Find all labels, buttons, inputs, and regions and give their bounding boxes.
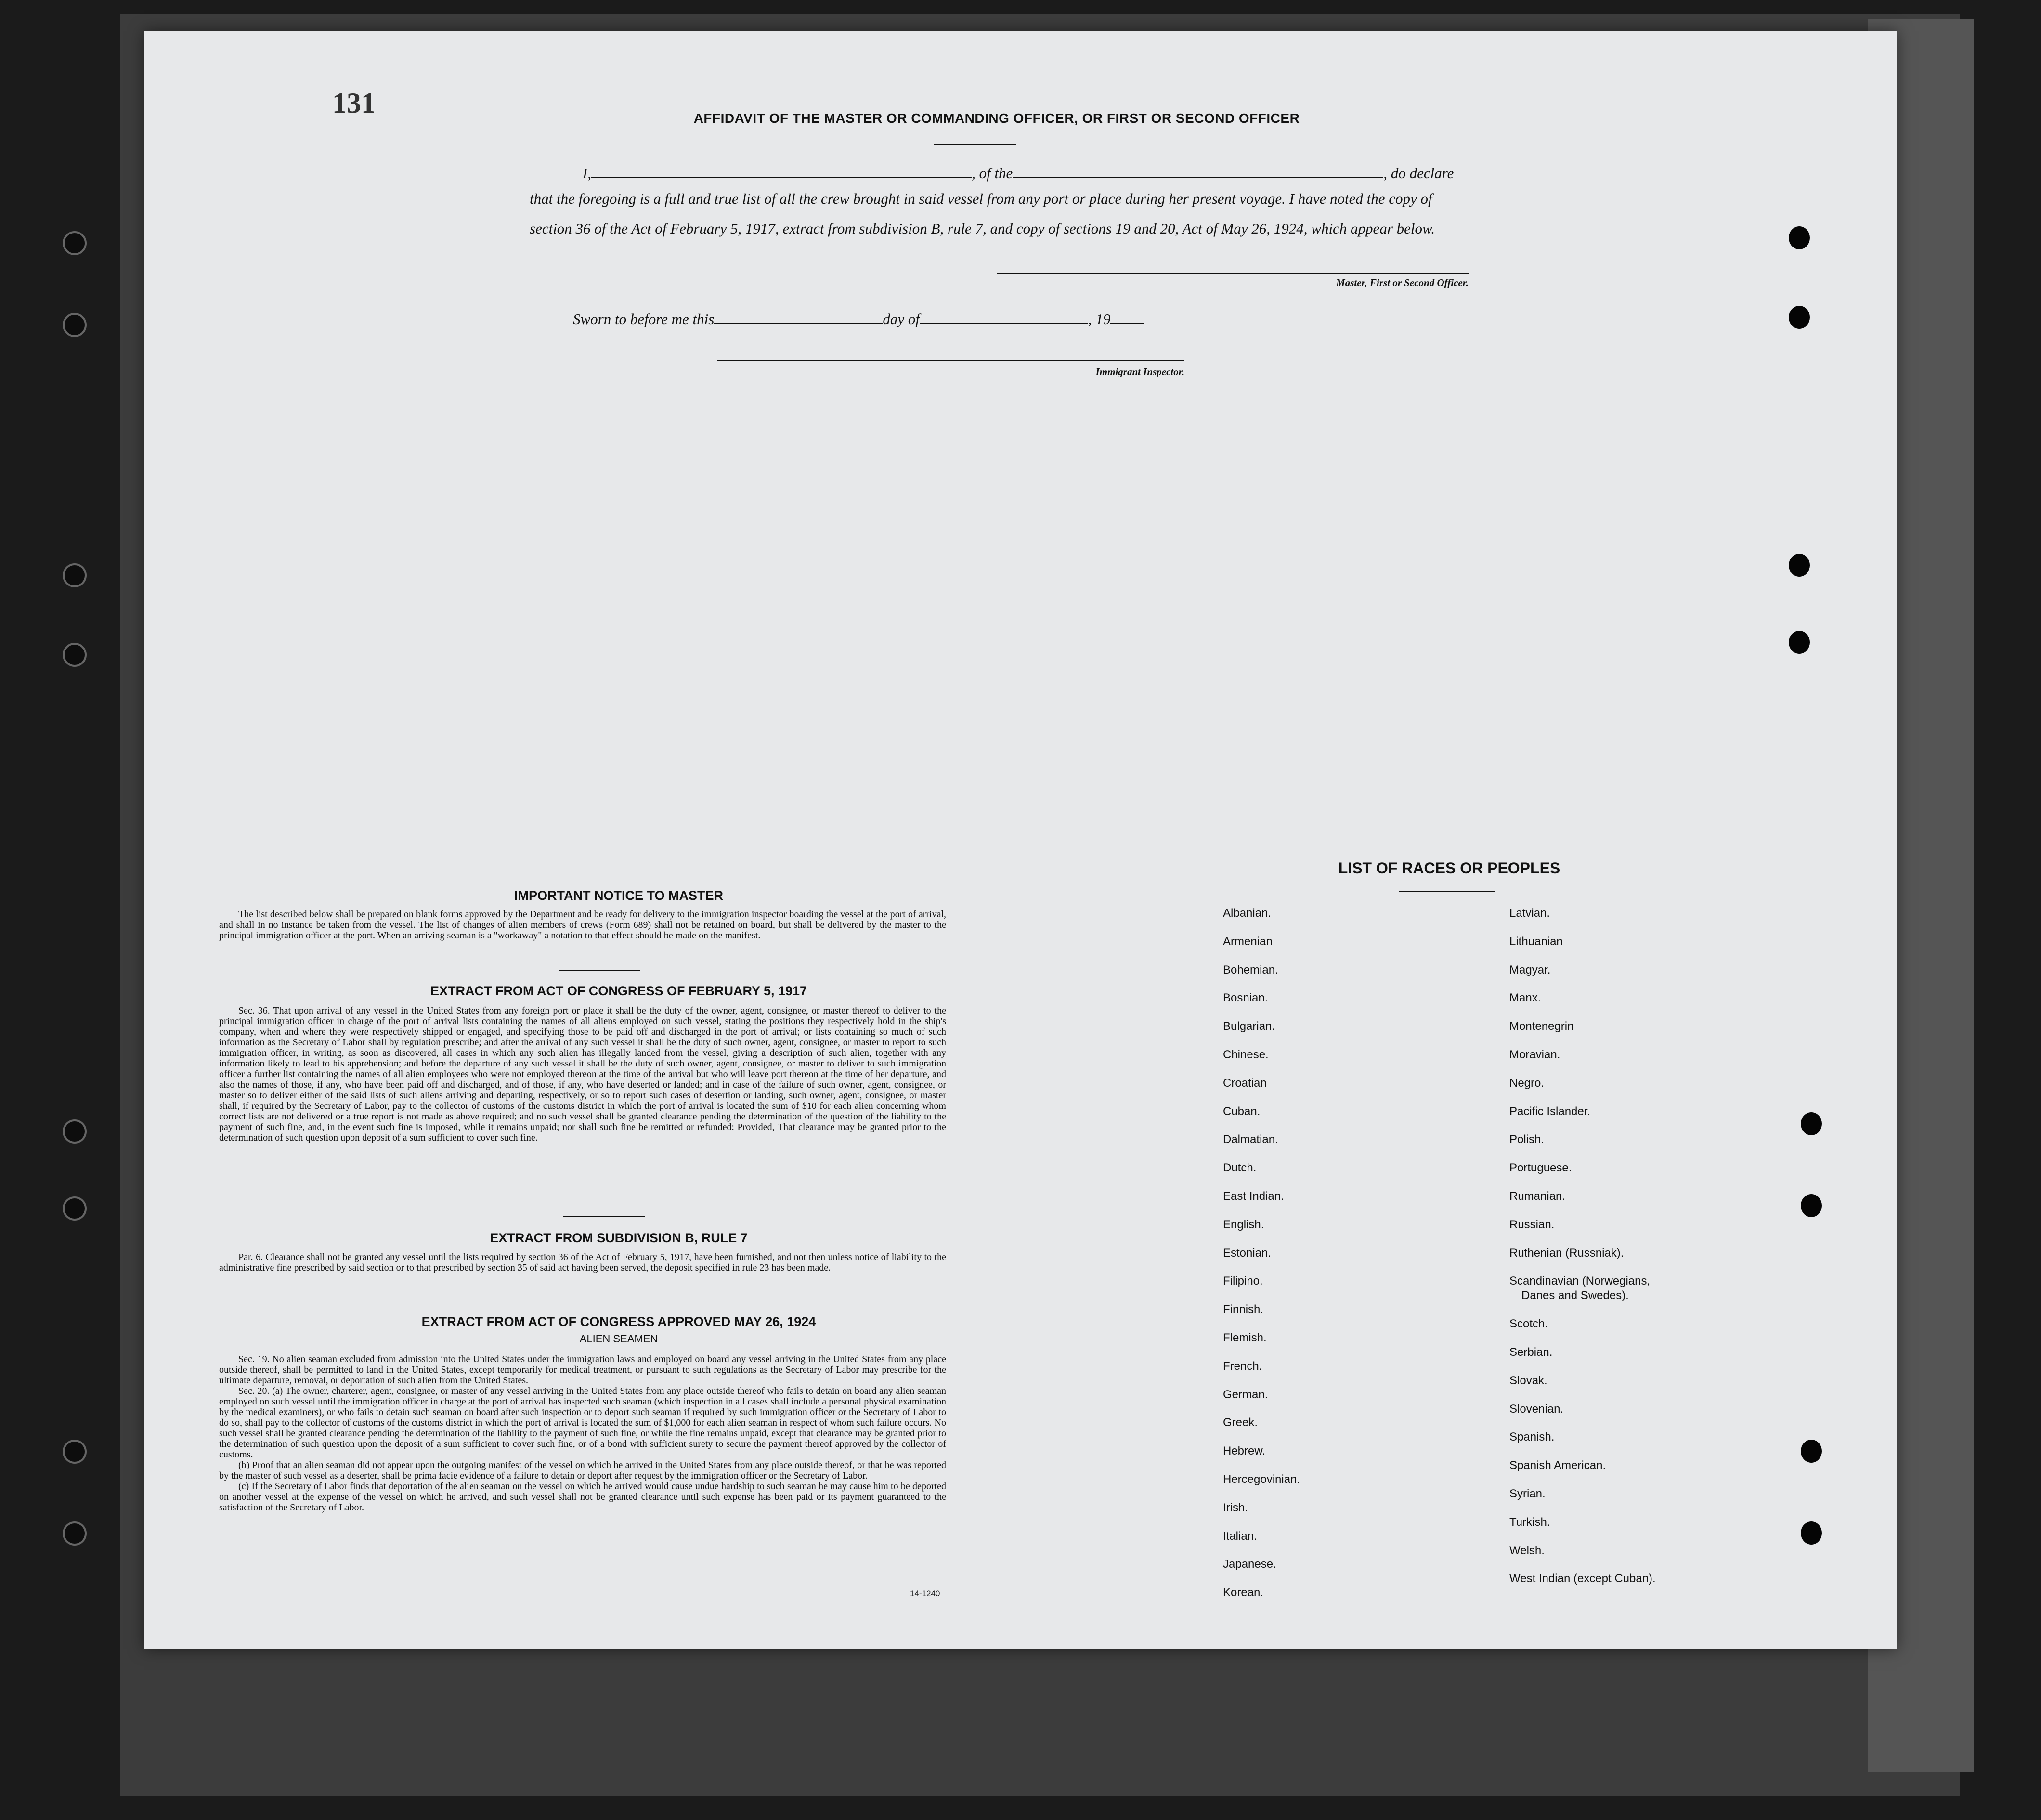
binder-hole-left-2 xyxy=(63,313,87,337)
binder-hole-left-1 xyxy=(63,231,87,255)
race-item: Scotch. xyxy=(1509,1317,1548,1331)
sec-20b-paragraph: (b) Proof that an alien seaman did not appear upon the outgoing manifest of the vessel on which he arrived in the United States from any place outside thereof, or that he was reported by the master of such vessel as a deserter, shall be prima facie evidence of a failure to detain or deport after request by the immigration officer or the Secretary of Labor. xyxy=(219,1460,946,1481)
sec-36-paragraph: Sec. 36. That upon arrival of any vessel in the United States from any foreign port or place it shall be the duty of the owner, agent, consignee, or master thereof to deliver to the principal immigration officer in charge of the port of arrival lists containing the names of all aliens employed on such vessel, stating the positions they respectively hold in the ship's company, when and where they were respectively shipped or engaged, and specifying those to be paid off and discharged in the port of arrival; or lists containing so much of such information as the Secretary of Labor shall by regulation prescribe; and after the arrival of any such vessel it shall be the duty of such owner, agent, consignee, or master to report to such immigration officer, in writing, as soon as discovered, all cases in which any such alien has illegally landed from the vessel, giving a description of such alien, together with any information likely to lead to his apprehension; and before the departure of any such vessel it shall be the duty of such owner, agent, consignee, or master to deliver to such immigration officer a further list containing the names of all alien employees who were not employed thereon at the time of the arrival but who will leave port thereon at the time of her departure, and also the names of those, if any, who have been paid off and discharged, and of those, if any, who have deserted or landed; and in case of the failure of such owner, agent, consignee, or master so to deliver either of the said lists of such aliens arriving and departing, respectively, or so to report such cases of desertion or landing, such owner, agent, consignee, or master shall, if required by the Secretary of Labor, pay to the collector of customs of the customs district in which the port of arrival is located the sum of $10 for each alien concerning whom correct lists are not delivered or a true report is not made as above required; and no such vessel shall be granted clearance pending the determination of the question of the liability to the payment of such fine, and, in the event such fine is imposed, while it remains unpaid; nor shall such fine be remitted or refunded: Provided, That clearance may be granted prior to the determination of such question upon deposit of a sum sufficient to cover such fine. xyxy=(219,1005,946,1143)
vessel-blank[interactable] xyxy=(1013,177,1383,178)
race-item: Hebrew. xyxy=(1223,1444,1266,1458)
race-item: Korean. xyxy=(1223,1586,1264,1599)
race-item: Turkish. xyxy=(1509,1515,1550,1529)
binder-hole-left-6 xyxy=(63,1196,87,1221)
sec-20a-paragraph: Sec. 20. (a) The owner, charterer, agent, consignee, or master of any vessel arriving in the United States from any place outside thereof who fails to detain on board any alien seaman employed on such vessel until the immigration officer in charge at the port of arrival has inspected such seaman (which inspection in all cases shall include a personal physical examination by the medical examiners), or who fails to detain such seaman on board after such inspection or to deport such seaman if required by such immigration officer or the Secretary of Labor to do so, shall pay to the collector of customs of the customs district in which the port of arrival is located the sum of $1,000 for each alien seaman in respect of whom such failure occurs. No such vessel shall be granted clearance pending the determination of the liability to the payment of such fine, or while the fine remains unpaid, except that clearance may be granted prior to the determination of such question upon the deposit of a sum sufficient to cover such fine, or of a bond with sufficient surety to secure the payment thereof approved by the collector of customs. xyxy=(219,1386,946,1460)
race-item: Cuban. xyxy=(1223,1105,1261,1118)
race-item: Spanish. xyxy=(1509,1430,1555,1444)
alien-seamen-subtitle: ALIEN SEAMEN xyxy=(579,1333,658,1345)
race-item: English. xyxy=(1223,1218,1264,1231)
race-item: Magyar. xyxy=(1509,963,1551,976)
race-item: Hercegovinian. xyxy=(1223,1473,1300,1486)
binder-hole-right-8 xyxy=(1801,1521,1822,1545)
race-item: Croatian xyxy=(1223,1076,1267,1090)
race-item: Polish. xyxy=(1509,1133,1545,1146)
race-item: Ruthenian (Russniak). xyxy=(1509,1246,1624,1260)
race-item: Spanish American. xyxy=(1509,1459,1606,1472)
race-item: Armenian xyxy=(1223,935,1273,948)
race-item: Italian. xyxy=(1223,1529,1257,1543)
race-item: Pacific Islander. xyxy=(1509,1105,1591,1118)
extract-1917-title: EXTRACT FROM ACT OF CONGRESS OF FEBRUARY 5, 1917 xyxy=(430,984,807,998)
binder-hole-left-5 xyxy=(63,1119,87,1144)
sworn-day-blank[interactable] xyxy=(714,323,883,324)
binder-hole-left-3 xyxy=(63,563,87,587)
race-item: Flemish. xyxy=(1223,1331,1267,1344)
race-item: Manx. xyxy=(1509,991,1541,1005)
affidavit-declaration-line xyxy=(583,165,1469,182)
race-item: Chinese. xyxy=(1223,1048,1269,1061)
race-item: Finnish. xyxy=(1223,1303,1264,1316)
year-label: , 19 xyxy=(1088,311,1111,327)
title-rule xyxy=(934,144,1016,145)
race-item: West Indian (except Cuban). xyxy=(1509,1572,1656,1586)
race-item: Russian. xyxy=(1509,1218,1555,1231)
race-item: Syrian. xyxy=(1509,1487,1546,1500)
race-item: Albanian. xyxy=(1223,907,1272,920)
sworn-month-blank[interactable] xyxy=(920,323,1088,324)
inspector-signature-line[interactable] xyxy=(717,360,1184,361)
binder-hole-right-1 xyxy=(1789,226,1810,249)
race-item: Estonian. xyxy=(1223,1246,1272,1260)
race-item: Bosnian. xyxy=(1223,991,1268,1005)
sec-19-paragraph: Sec. 19. No alien seaman excluded from admission into the United States under the immigration laws and employed on board any vessel arriving in the United States from any place outside thereof, shall be permitted to land in the United States, except temporarily for medical treatment, or pursuant to such regulations as the Secretary of Labor may prescribe for the ultimate departure, removal, or deportation of such alien from the United States. xyxy=(219,1354,946,1386)
day-of-label: day of xyxy=(883,311,920,327)
binder-hole-right-2 xyxy=(1789,306,1810,329)
race-item: Dalmatian. xyxy=(1223,1133,1278,1146)
race-item: East Indian. xyxy=(1223,1190,1284,1203)
inspector-label: Immigrant Inspector. xyxy=(1095,366,1184,377)
race-item: Serbian. xyxy=(1509,1346,1553,1359)
affidavit-title: AFFIDAVIT OF THE MASTER OR COMMANDING OFFICER, OR FIRST OR SECOND OFFICER xyxy=(693,111,1300,126)
race-item: Bulgarian. xyxy=(1223,1020,1275,1033)
binder-hole-right-7 xyxy=(1801,1440,1822,1463)
race-item: French. xyxy=(1223,1359,1262,1373)
notice-rule xyxy=(559,970,640,971)
of-the-label: , of the xyxy=(972,165,1013,182)
sworn-line xyxy=(573,311,1199,328)
race-item: Montenegrin xyxy=(1509,1020,1574,1033)
binder-hole-left-4 xyxy=(63,643,87,667)
race-item: Negro. xyxy=(1509,1076,1545,1090)
binder-hole-left-7 xyxy=(63,1440,87,1464)
master-label: Master, First or Second Officer. xyxy=(1336,277,1469,288)
sworn-label: Sworn to before me this xyxy=(573,311,715,327)
race-item: Lithuanian xyxy=(1509,935,1563,948)
race-item: Scandinavian (Norwegians, xyxy=(1509,1274,1651,1288)
race-item: Greek. xyxy=(1223,1416,1258,1430)
name-blank[interactable] xyxy=(591,177,972,178)
i-label: I, xyxy=(583,165,592,182)
subdivision-b-title: EXTRACT FROM SUBDIVISION B, RULE 7 xyxy=(490,1231,748,1245)
do-declare-label: , do declare xyxy=(1383,165,1454,182)
race-item: Slovenian. xyxy=(1509,1402,1564,1416)
race-item: Filipino. xyxy=(1223,1274,1263,1288)
form-number: 14-1240 xyxy=(910,1589,940,1598)
affidavit-body: that the foregoing is a full and true list of all the crew brought in said vessel from any port or place during her present voyage. I have noted the copy of section 36 of the Act of February 5, 1917, extract from subdivision B, rule 7, and copy of sections 19 and 20, Act of May 26, 1924, which appear below. xyxy=(530,190,1435,237)
notice-body xyxy=(219,909,946,941)
binder-hole-right-6 xyxy=(1801,1194,1822,1217)
sworn-year-blank[interactable] xyxy=(1110,323,1144,324)
master-signature-line[interactable] xyxy=(997,273,1469,274)
binder-hole-left-8 xyxy=(63,1521,87,1546)
race-item: Irish. xyxy=(1223,1501,1248,1514)
race-item: Welsh. xyxy=(1509,1544,1545,1557)
race-item: German. xyxy=(1223,1388,1268,1401)
binder-hole-right-3 xyxy=(1789,554,1810,577)
race-item: Latvian. xyxy=(1509,907,1550,920)
sec-20c-paragraph: (c) If the Secretary of Labor finds that deportation of the alien seaman on the vessel on which he arrived would cause undue hardship to such seaman he may cause him to be deported on another vessel at the expense of the vessel on which he arrived, and such vessel shall not be granted clearance until such expense has been paid or its payment guaranteed to the satisfaction of the Secretary of Labor. xyxy=(219,1481,946,1513)
race-item: Dutch. xyxy=(1223,1161,1257,1175)
extract-1917-rule xyxy=(563,1216,645,1217)
race-item: Moravian. xyxy=(1509,1048,1560,1061)
page-number: 131 xyxy=(332,87,376,119)
notice-title: IMPORTANT NOTICE TO MASTER xyxy=(514,888,723,903)
race-item: Bohemian. xyxy=(1223,963,1278,976)
races-rule xyxy=(1399,891,1495,892)
race-item: Danes and Swedes). xyxy=(1521,1289,1629,1302)
extract-1924-body xyxy=(219,1354,946,1513)
subdivision-b-body xyxy=(219,1252,946,1273)
race-item: Slovak. xyxy=(1509,1374,1547,1387)
extract-1924-title: EXTRACT FROM ACT OF CONGRESS APPROVED MAY 26, 1924 xyxy=(421,1314,816,1329)
par-6-paragraph: Par. 6. Clearance shall not be granted any vessel until the lists required by section 36 of the Act of February 5, 1917, have been furnished, and not then unless notice of liability to the administrative fine prescribed by said section or to that prescribed by section 35 of said act having been served, the deposit specified in rule 23 has been made. xyxy=(219,1252,946,1273)
race-item: Japanese. xyxy=(1223,1558,1276,1571)
extract-1917-body xyxy=(219,1005,946,1143)
notice-paragraph: The list described below shall be prepared on blank forms approved by the Department and be ready for delivery to the immigration inspector boarding the vessel at the port of arrival, and shall in no instance be taken from the vessel. The list of changes of alien members of crews (Form 689) shall not be retained on board, but shall be delivered by the master to the principal immigration officer at the port. When an arriving seaman is a "workaway" a notation to that effect should be made on the manifest. xyxy=(219,909,946,941)
race-item: Portuguese. xyxy=(1509,1161,1572,1175)
race-item: Rumanian. xyxy=(1509,1190,1566,1203)
binder-hole-right-5 xyxy=(1801,1112,1822,1135)
races-title: LIST OF RACES OR PEOPLES xyxy=(1338,859,1560,877)
binder-hole-right-4 xyxy=(1789,631,1810,654)
